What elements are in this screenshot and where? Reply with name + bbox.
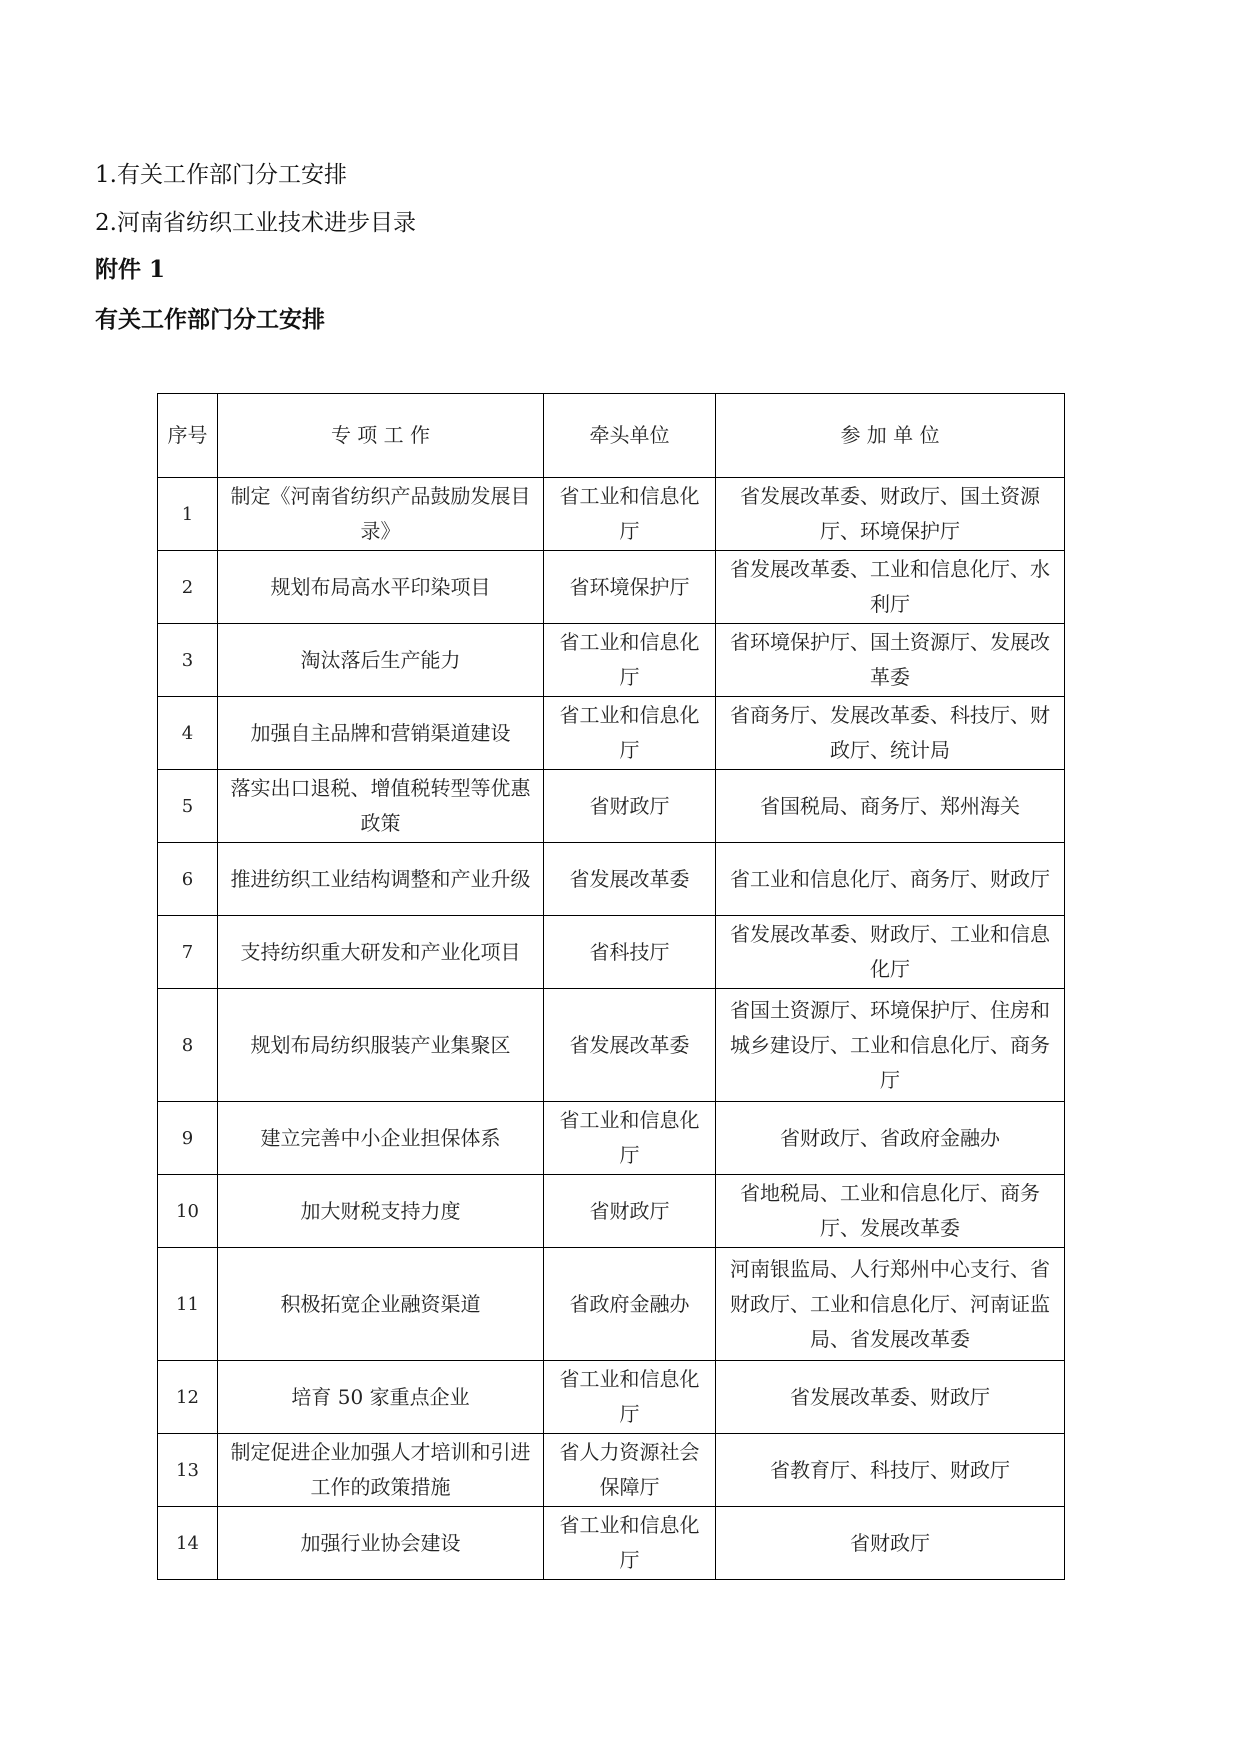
table-row xyxy=(158,624,1065,697)
row-task: 建立完善中小企业担保体系 xyxy=(218,1102,544,1175)
row-partners: 省发展改革委、财政厅、国土资源厅、环境保护厅 xyxy=(716,478,1065,551)
row-partners: 省财政厅、省政府金融办 xyxy=(716,1102,1065,1175)
row-number: 13 xyxy=(158,1434,218,1507)
row-task: 加大财税支持力度 xyxy=(218,1175,544,1248)
row-lead-unit: 省财政厅 xyxy=(544,770,716,843)
row-task: 规划布局纺织服装产业集聚区 xyxy=(218,989,544,1102)
intro-item-2: 2.河南省纺织工业技术进步目录 xyxy=(95,210,416,236)
table-row xyxy=(158,1175,1065,1248)
row-partners: 省发展改革委、财政厅 xyxy=(716,1361,1065,1434)
row-lead-unit: 省发展改革委 xyxy=(544,843,716,916)
row-partners: 省商务厅、发展改革委、科技厅、财政厅、统计局 xyxy=(716,697,1065,770)
row-number: 4 xyxy=(158,697,218,770)
row-task: 制定《河南省纺织产品鼓励发展目录》 xyxy=(218,478,544,551)
row-task: 支持纺织重大研发和产业化项目 xyxy=(218,916,544,989)
row-lead-unit: 省环境保护厅 xyxy=(544,551,716,624)
table-row xyxy=(158,770,1065,843)
row-lead-unit: 省工业和信息化厅 xyxy=(544,624,716,697)
row-lead-unit: 省科技厅 xyxy=(544,916,716,989)
row-partners: 省发展改革委、财政厅、工业和信息化厅 xyxy=(716,916,1065,989)
row-task: 制定促进企业加强人才培训和引进工作的政策措施 xyxy=(218,1434,544,1507)
row-number: 3 xyxy=(158,624,218,697)
row-number: 6 xyxy=(158,843,218,916)
row-task: 落实出口退税、增值税转型等优惠政策 xyxy=(218,770,544,843)
row-number: 1 xyxy=(158,478,218,551)
row-number: 5 xyxy=(158,770,218,843)
row-task: 加强自主品牌和营销渠道建设 xyxy=(218,697,544,770)
row-number: 11 xyxy=(158,1248,218,1361)
header-participating-units: 参 加 单 位 xyxy=(716,394,1065,478)
row-lead-unit: 省工业和信息化厅 xyxy=(544,1507,716,1580)
row-lead-unit: 省工业和信息化厅 xyxy=(544,478,716,551)
row-number: 10 xyxy=(158,1175,218,1248)
table-row xyxy=(158,1248,1065,1361)
row-number: 2 xyxy=(158,551,218,624)
row-task: 规划布局高水平印染项目 xyxy=(218,551,544,624)
attachment-label: 附件 1 xyxy=(95,256,166,283)
table-row xyxy=(158,1434,1065,1507)
row-lead-unit: 省政府金融办 xyxy=(544,1248,716,1361)
header-task: 专 项 工 作 xyxy=(218,394,544,478)
row-task: 淘汰落后生产能力 xyxy=(218,624,544,697)
row-partners: 省环境保护厅、国土资源厅、发展改革委 xyxy=(716,624,1065,697)
row-lead-unit: 省人力资源社会保障厅 xyxy=(544,1434,716,1507)
table-row xyxy=(158,1102,1065,1175)
row-lead-unit: 省财政厅 xyxy=(544,1175,716,1248)
row-partners: 省财政厅 xyxy=(716,1507,1065,1580)
row-lead-unit: 省工业和信息化厅 xyxy=(544,1361,716,1434)
row-partners: 省国税局、商务厅、郑州海关 xyxy=(716,770,1065,843)
header-number: 序号 xyxy=(158,394,218,478)
header-lead-unit: 牵头单位 xyxy=(544,394,716,478)
row-lead-unit: 省工业和信息化厅 xyxy=(544,1102,716,1175)
table-row xyxy=(158,843,1065,916)
intro-item-1: 1.有关工作部门分工安排 xyxy=(95,162,347,188)
task-allocation-table xyxy=(157,393,1065,1580)
row-number: 7 xyxy=(158,916,218,989)
table-row xyxy=(158,916,1065,989)
row-partners: 省工业和信息化厅、商务厅、财政厅 xyxy=(716,843,1065,916)
table-row xyxy=(158,1361,1065,1434)
row-partners: 省教育厅、科技厅、财政厅 xyxy=(716,1434,1065,1507)
row-partners: 省国土资源厅、环境保护厅、住房和城乡建设厅、工业和信息化厅、商务厅 xyxy=(716,989,1065,1102)
row-partners: 河南银监局、人行郑州中心支行、省财政厅、工业和信息化厅、河南证监局、省发展改革委 xyxy=(716,1248,1065,1361)
row-task: 积极拓宽企业融资渠道 xyxy=(218,1248,544,1361)
table-title: 有关工作部门分工安排 xyxy=(95,306,325,333)
row-number: 9 xyxy=(158,1102,218,1175)
row-number: 8 xyxy=(158,989,218,1102)
row-number: 12 xyxy=(158,1361,218,1434)
row-partners: 省地税局、工业和信息化厅、商务厅、发展改革委 xyxy=(716,1175,1065,1248)
row-task: 推进纺织工业结构调整和产业升级 xyxy=(218,843,544,916)
table-row xyxy=(158,1507,1065,1580)
row-lead-unit: 省工业和信息化厅 xyxy=(544,697,716,770)
row-lead-unit: 省发展改革委 xyxy=(544,989,716,1102)
row-number: 14 xyxy=(158,1507,218,1580)
row-task: 培育 50 家重点企业 xyxy=(218,1361,544,1434)
row-partners: 省发展改革委、工业和信息化厅、水利厅 xyxy=(716,551,1065,624)
row-task: 加强行业协会建设 xyxy=(218,1507,544,1580)
table-row xyxy=(158,697,1065,770)
table-row xyxy=(158,478,1065,551)
table-row xyxy=(158,989,1065,1102)
table-header-row xyxy=(158,394,1065,478)
table-row xyxy=(158,551,1065,624)
